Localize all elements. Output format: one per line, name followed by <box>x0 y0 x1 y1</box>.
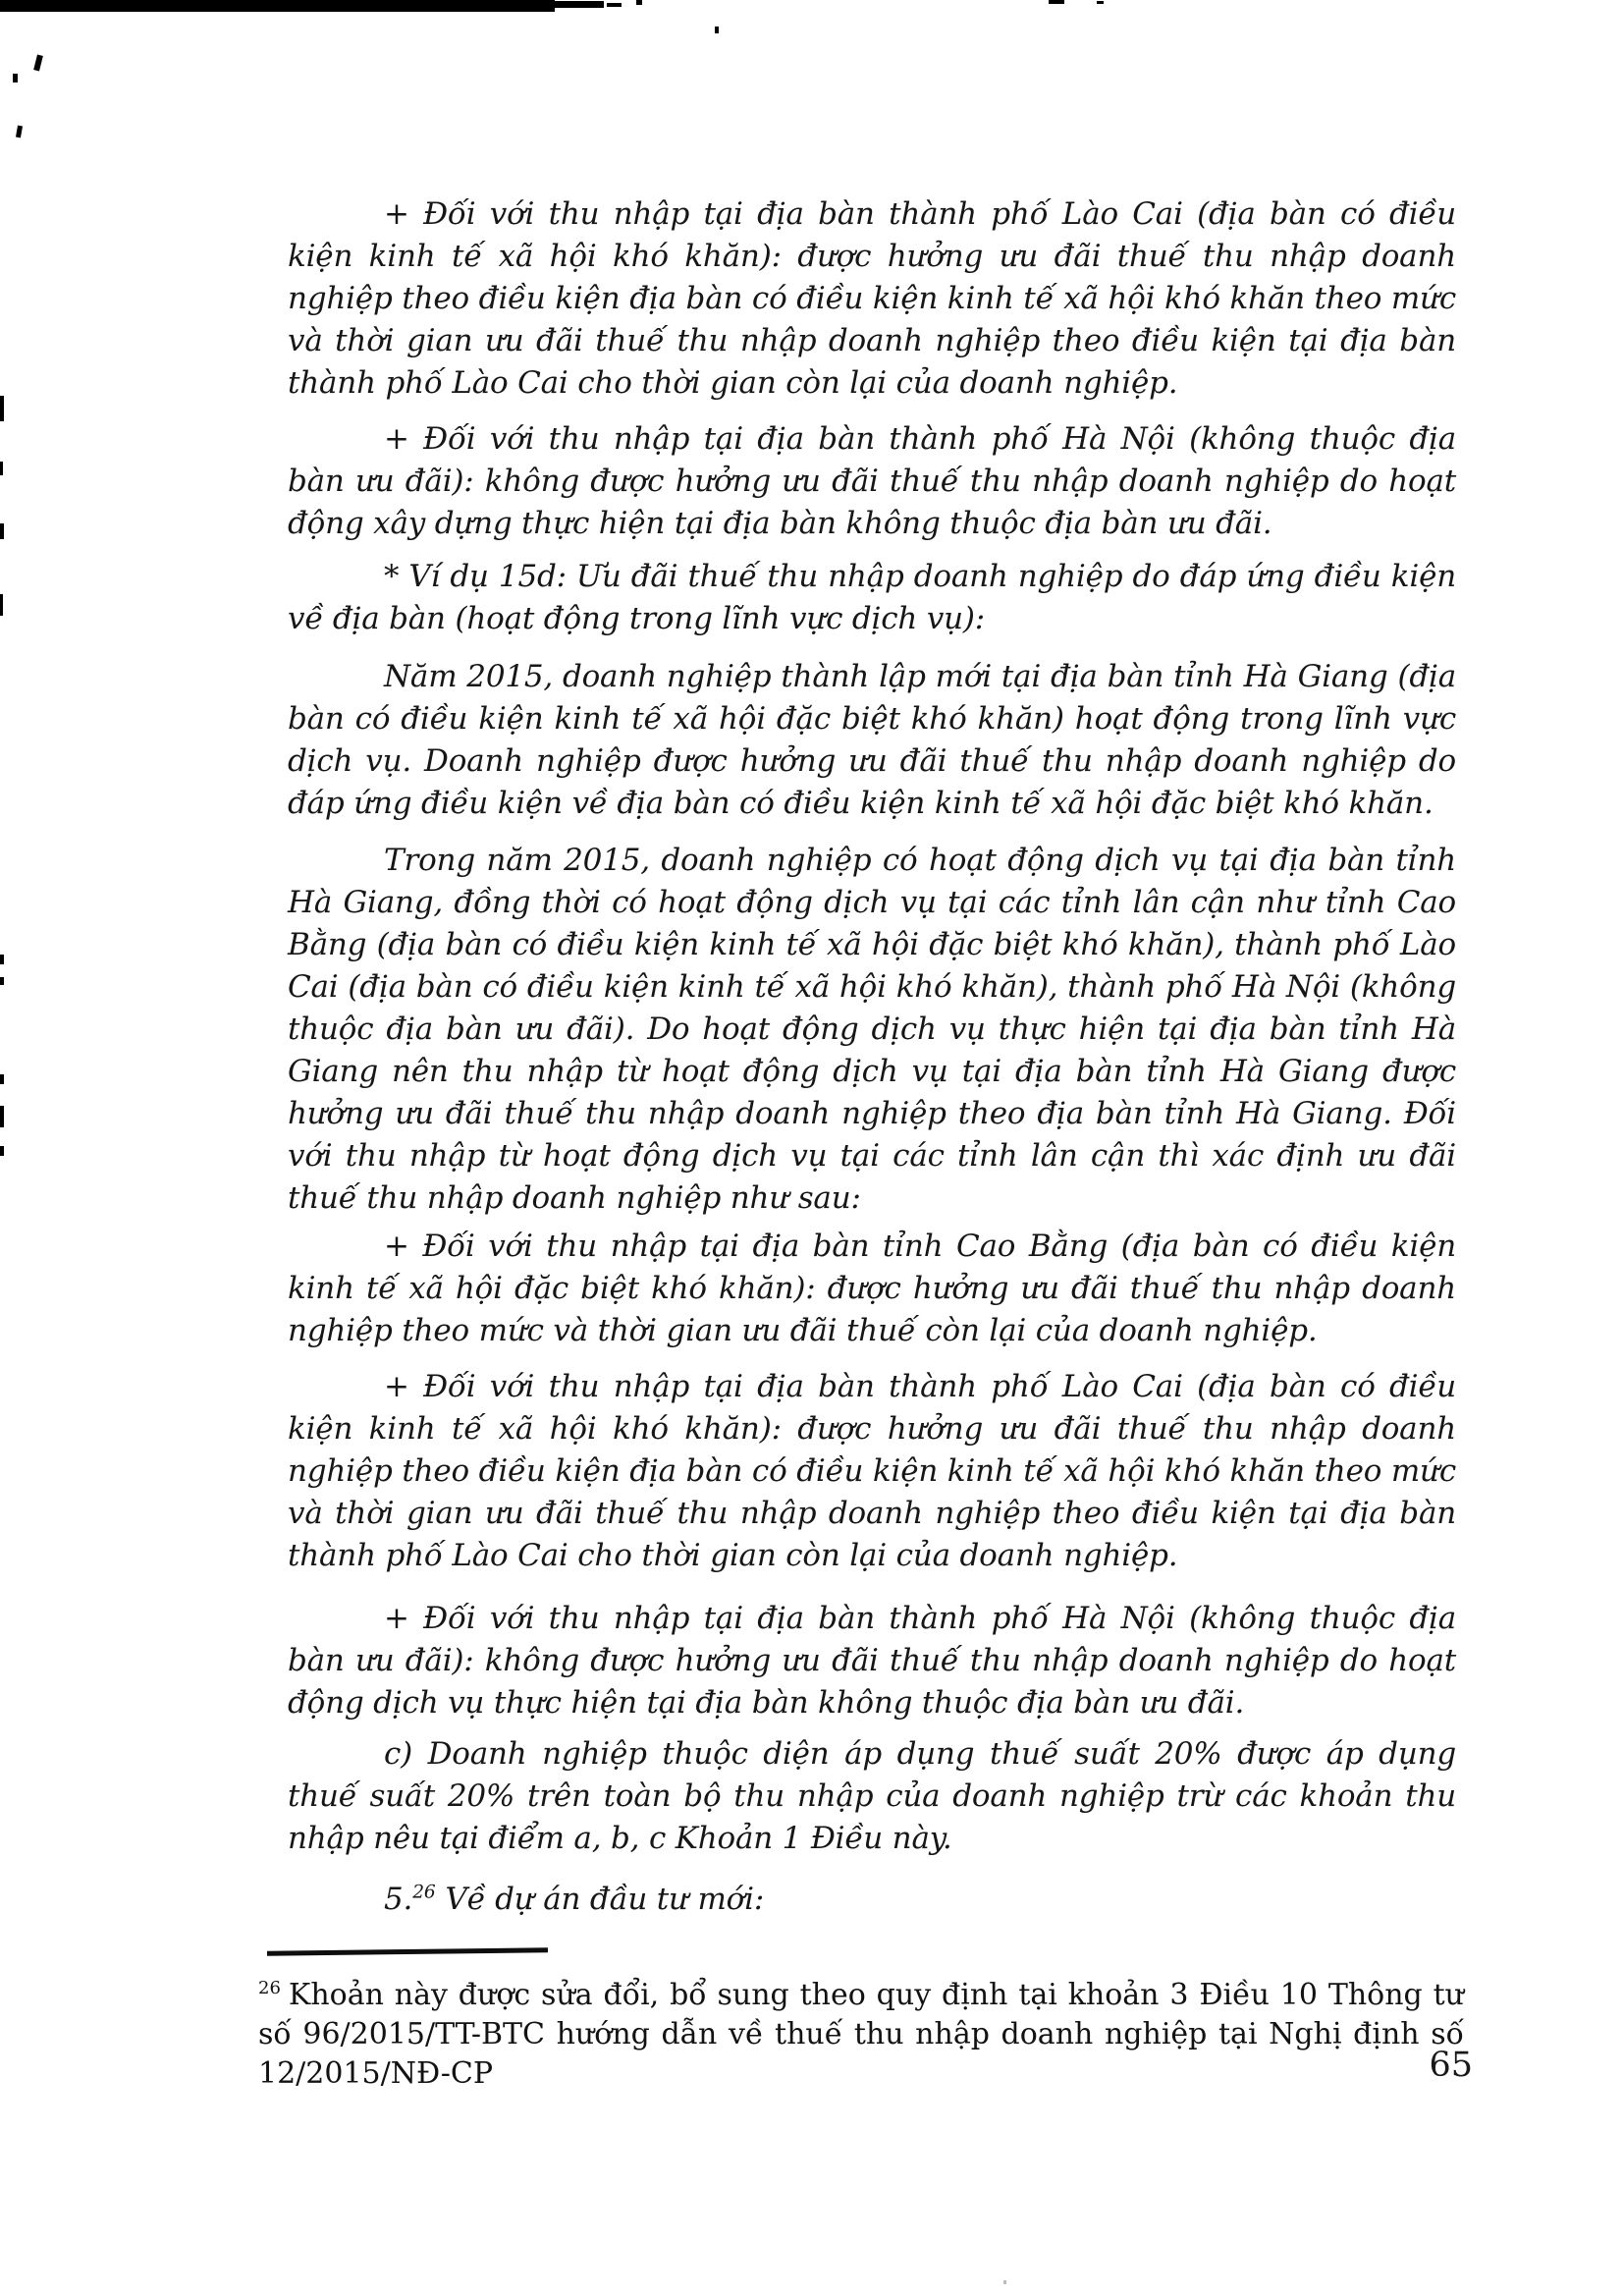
paragraph-point-c: c) Doanh nghiệp thuộc diện áp dụng thuế suất 20% được áp dụng thuế suất 20% trên toàn bộ thu nhập của doanh nghiệp trừ các khoản thu nhập nêu tại điểm a, b, c Khoản 1 Điều này. <box>288 1736 1456 1856</box>
paragraph-lao-cai-1: + Đối với thu nhập tại địa bàn thành phố Lào Cai (địa bàn có điều kiện kinh tế xã hội khó khăn): được hưởng ưu đãi thuế thu nhập doanh nghiệp theo điều kiện địa bàn có điều kiện kinh tế xã hội khó khăn theo mức và thời gian ưu đãi thuế thu nhập doanh nghiệp theo điều kiện tại địa bàn thành phố Lào Cai cho thời gian còn lại của doanh nghiệp. <box>288 196 1456 401</box>
page-number: 65 <box>1429 2046 1473 2085</box>
section-title: Về dự án đầu tư mới: <box>445 1882 765 1917</box>
section-number: 5. <box>384 1882 413 1917</box>
paragraph-nam-2015: Năm 2015, doanh nghiệp thành lập mới tại địa bàn tỉnh Hà Giang (địa bàn có điều kiện kinh tế xã hội đặc biệt khó khăn) hoạt động trong lĩnh vực dịch vụ. Doanh nghiệp được hưởng ưu đãi thuế thu nhập doanh nghiệp do đáp ứng điều kiện về địa bàn có điều kiện kinh tế xã hội đặc biệt khó khăn. <box>288 659 1456 821</box>
paragraph-lao-cai-2: + Đối với thu nhập tại địa bàn thành phố Lào Cai (địa bàn có điều kiện kinh tế xã hội khó khăn): được hưởng ưu đãi thuế thu nhập doanh nghiệp theo điều kiện địa bàn có điều kiện kinh tế xã hội khó khăn theo mức và thời gian ưu đãi thuế thu nhập doanh nghiệp theo điều kiện tại địa bàn thành phố Lào Cai cho thời gian còn lại của doanh nghiệp. <box>288 1369 1456 1573</box>
scan-edge-mark <box>0 1074 4 1084</box>
footnote-reference: 26 <box>412 1882 436 1903</box>
scan-edge-mark <box>0 1106 4 1127</box>
section-5-heading <box>288 1879 1456 1921</box>
scan-artifact <box>636 0 642 5</box>
scan-speck <box>33 55 43 72</box>
scan-edge-mark <box>0 955 4 964</box>
scan-edge-mark <box>0 396 4 421</box>
scan-edge-mark <box>0 523 4 539</box>
paragraph-ha-noi-1: + Đối với thu nhập tại địa bàn thành phố Hà Nội (không thuộc địa bàn ưu đãi): không được hưởng ưu đãi thuế thu nhập doanh nghiệp do hoạt động xây dựng thực hiện tại địa bàn không thuộc địa bàn ưu đãi. <box>288 421 1456 541</box>
scan-edge-mark <box>0 594 3 616</box>
paragraph-trong-nam-2015: Trong năm 2015, doanh nghiệp có hoạt động dịch vụ tại địa bàn tỉnh Hà Giang, đồng thời có hoạt động dịch vụ tại các tỉnh lân cận như tỉnh Cao Bằng (địa bàn có điều kiện kinh tế xã hội đặc biệt khó khăn), thành phố Lào Cai (địa bàn có điều kiện kinh tế xã hội khó khăn), thành phố Hà Nội (không thuộc địa bàn ưu đãi). Do hoạt động dịch vụ thực hiện tại địa bàn tỉnh Hà Giang nên thu nhập từ hoạt động dịch vụ tại địa bàn tỉnh Hà Giang được hưởng ưu đãi thuế thu nhập doanh nghiệp theo địa bàn tỉnh Hà Giang. Đối với thu nhập từ hoạt động dịch vụ tại các tỉnh lân cận thì xác định ưu đãi thuế thu nhập doanh nghiệp như sau: <box>288 843 1456 1216</box>
scan-edge-mark <box>0 462 3 475</box>
paragraph-ha-noi-2: + Đối với thu nhập tại địa bàn thành phố Hà Nội (không thuộc địa bàn ưu đãi): không được hưởng ưu đãi thuế thu nhập doanh nghiệp do hoạt động dịch vụ thực hiện tại địa bàn không thuộc địa bàn ưu đãi. <box>288 1601 1456 1721</box>
scan-artifact-top-bar <box>0 0 555 12</box>
scan-artifact <box>553 1 604 8</box>
footnote-marker: 26 <box>258 1978 281 1998</box>
scan-artifact <box>607 3 622 7</box>
scan-speck <box>715 27 719 33</box>
footnote-26 <box>258 1976 1464 2094</box>
scan-speck <box>1003 2280 1006 2284</box>
scan-edge-mark <box>0 977 4 985</box>
scan-edge-mark <box>0 1146 4 1156</box>
scan-speck <box>16 126 23 138</box>
scan-artifact <box>1097 1 1104 4</box>
paragraph-example-15d: * Ví dụ 15d: Ưu đãi thuế thu nhập doanh nghiệp do đáp ứng điều kiện về địa bàn (hoạt động trong lĩnh vực dịch vụ): <box>288 559 1456 636</box>
footnote-text: Khoản này được sửa đổi, bổ sung theo quy định tại khoản 3 Điều 10 Thông tư số 96/2015/TT-BTC hướng dẫn về thuế thu nhập doanh nghiệp tại Nghị định số 12/2015/NĐ-CP <box>258 1978 1464 2091</box>
paragraph-cao-bang: + Đối với thu nhập tại địa bàn tỉnh Cao Bằng (địa bàn có điều kiện kinh tế xã hội đặc biệt khó khăn): được hưởng ưu đãi thuế thu nhập doanh nghiệp theo mức và thời gian ưu đãi thuế còn lại của doanh nghiệp. <box>288 1229 1456 1348</box>
scan-speck <box>13 74 18 82</box>
scan-artifact <box>1049 0 1064 4</box>
footnote-separator-rule <box>267 1947 548 1955</box>
